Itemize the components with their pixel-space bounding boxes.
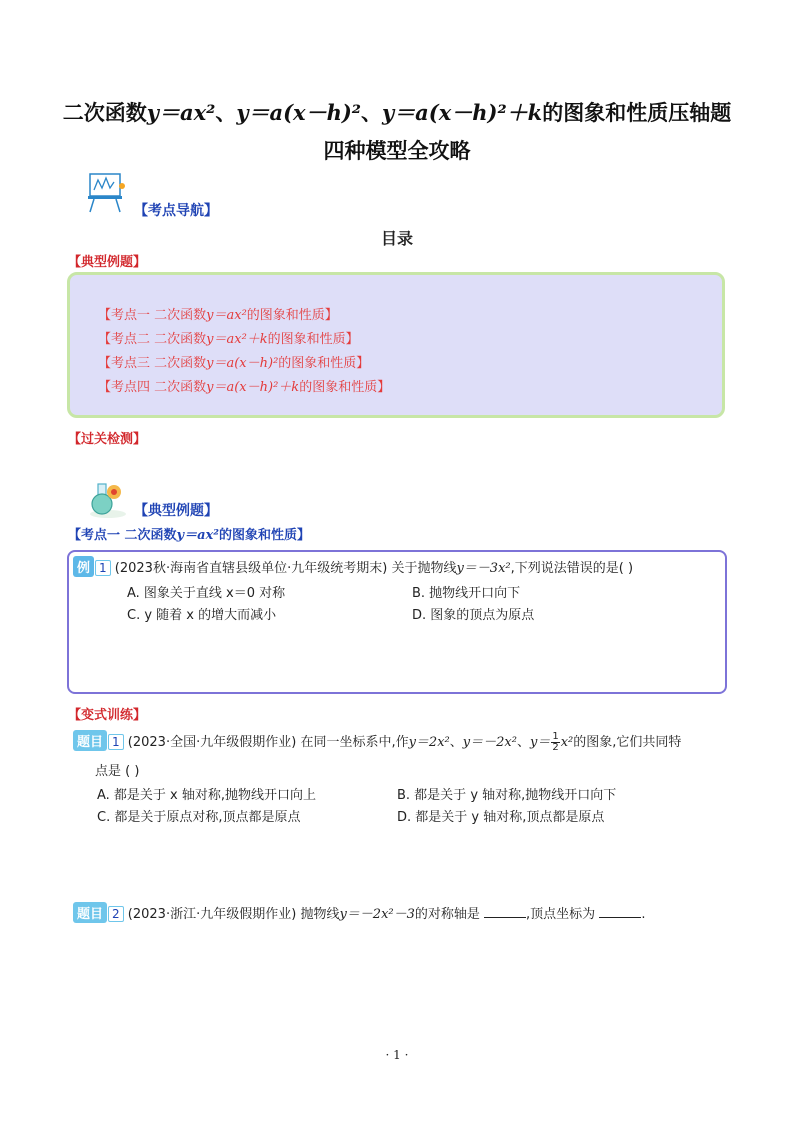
toc-item-3[interactable]: 【考点三 二次函数y＝a(x－h)²的图象和性质】 — [98, 356, 370, 371]
example1-option-b[interactable]: B. 抛物线开口向下 — [412, 586, 521, 601]
question-badge: 题目 — [73, 730, 107, 751]
page-title-line1 — [40, 100, 754, 125]
kaodian1-heading: 【考点一 二次函数y＝ax²的图象和性质】 — [68, 528, 310, 543]
page-title-line2: 四种模型全攻略 — [323, 138, 471, 163]
example-number: 1 — [95, 560, 111, 576]
question1-line2: 点是 ( ) — [95, 764, 140, 779]
question1-option-b[interactable]: B. 都是关于 y 轴对称,抛物线开口向下 — [397, 788, 617, 803]
title-suffix: 的图象和性质压轴题 — [542, 100, 732, 125]
example1-stem: 例 1 (2023秋·海南省直辖县级单位·九年级统考期末) 关于抛物线y＝－3x²,下列说法错误的是( ) — [73, 556, 633, 577]
question1-stem: 题目 1 (2023·全国·九年级假期作业) 在同一坐标系中,作y＝2x²、y＝－2x²、y＝ $\frac{1}{2}$ x²的图象,它们共同特 — [73, 730, 733, 753]
question1-option-d[interactable]: D. 都是关于 y 轴对称,顶点都是原点 — [397, 810, 605, 825]
toc-item-2[interactable]: 【考点二 二次函数y＝ax²＋k的图象和性质】 — [98, 332, 359, 347]
toc-item-1[interactable]: 【考点一 二次函数y＝ax²的图象和性质】 — [98, 308, 338, 323]
flask-icon — [86, 476, 130, 520]
question-number: 1 — [108, 734, 124, 750]
question-badge: 题目 — [73, 902, 107, 923]
nav-label: 【考点导航】 — [134, 203, 218, 219]
question2-stem: 题目 2 (2023·浙江·九年级假期作业) 抛物线y＝－2x²－3的对称轴是 ,顶点坐标为 . — [73, 902, 645, 923]
title-prefix: 二次函数 — [62, 100, 147, 125]
blackboard-icon — [84, 170, 128, 214]
title-eq1: y＝ax² — [146, 100, 216, 125]
question1-option-c[interactable]: C. 都是关于原点对称,顶点都是原点 — [97, 810, 301, 825]
page-number: · 1 · — [385, 1048, 409, 1062]
fraction-one-half: $\frac{1}{2}$ — [552, 731, 559, 753]
title-sep: 、 — [360, 100, 382, 125]
example-source: (2023秋·海南省直辖县级单位·九年级统考期末) — [114, 561, 388, 576]
question1-option-a[interactable]: A. 都是关于 x 轴对称,抛物线开口向上 — [97, 788, 317, 803]
example1-option-a[interactable]: A. 图象关于直线 x＝0 对称 — [127, 586, 286, 601]
toc-box — [67, 272, 725, 418]
toc-title: 目录 — [380, 229, 413, 248]
variant-label: 【变式训练】 — [68, 708, 147, 723]
typical-heading: 【典型例题】 — [134, 503, 218, 519]
title-eq2: y＝a(x－h)² — [236, 100, 361, 125]
title-eq3: y＝a(x－h)²＋k — [381, 100, 543, 125]
example1-option-d[interactable]: D. 图象的顶点为原点 — [412, 608, 535, 623]
title-sep: 、 — [215, 100, 237, 125]
vertex-answer-blank[interactable] — [599, 905, 641, 918]
example-badge: 例 — [73, 556, 94, 577]
question-number: 2 — [108, 906, 124, 922]
section-check-label: 【过关检测】 — [68, 432, 147, 447]
section-typical-label: 【典型例题】 — [68, 255, 147, 270]
axis-answer-blank[interactable] — [484, 905, 526, 918]
example1-option-c[interactable]: C. y 随着 x 的增大而减小 — [127, 608, 277, 623]
toc-item-4[interactable]: 【考点四 二次函数y＝a(x－h)²＋k的图象和性质】 — [98, 380, 391, 395]
